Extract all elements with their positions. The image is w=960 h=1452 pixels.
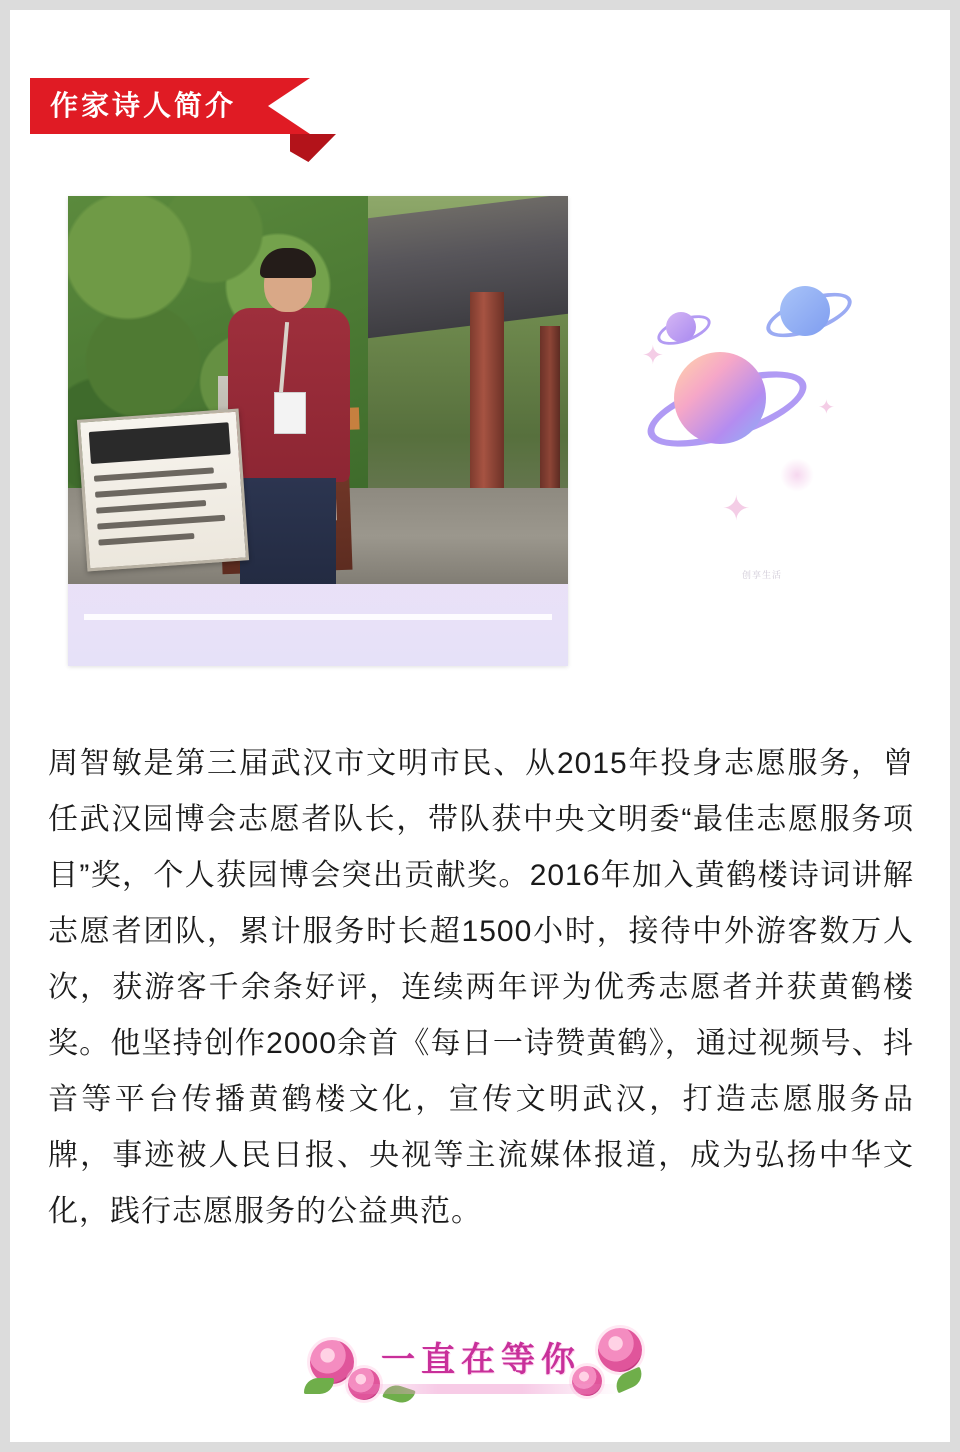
sparkle-icon: ✦ — [642, 340, 664, 370]
decoration-watermark: 创享生活 — [742, 570, 783, 580]
planet-small-icon — [780, 286, 830, 336]
planet-tiny-icon — [666, 312, 696, 342]
volunteer-photo — [68, 196, 568, 584]
photo-roof — [368, 196, 568, 338]
footer-wave — [340, 1384, 620, 1394]
sparkle-icon: ✦ — [818, 397, 835, 419]
ribbon-title: 作家诗人简介 — [50, 90, 237, 121]
planet-decoration — [630, 280, 860, 600]
planet-large-icon — [674, 352, 766, 444]
footer-title: 一直在等你 — [381, 1341, 581, 1379]
photo-card-strip — [84, 614, 552, 620]
photo-sign-line — [98, 533, 194, 546]
photo-id-badge — [274, 392, 306, 434]
photo-sign-line — [97, 515, 225, 530]
footer-art — [300, 1310, 660, 1414]
ribbon-tail-shape — [290, 134, 336, 162]
photo-sign-line — [96, 500, 206, 514]
photo-card — [68, 196, 568, 666]
sparkle-glow — [780, 458, 814, 492]
leaf-icon — [304, 1378, 334, 1394]
photo-sign-line — [94, 467, 214, 481]
photo-sign-line — [95, 483, 227, 498]
photo-sign-board — [77, 409, 249, 572]
article-paragraph: 周智敏是第三届武汉市文明市民、从2015年投身志愿服务，曾任武汉园博会志愿者队长，带队获中央文明委“最佳志愿服务项目”奖，个人获园博会突出贡献奖。2016年加入黄鹤楼诗词讲解志愿者团队，累计服务时长超1500小时，接待中外游客数万人次，获游客千余条好评，连续两年评为优秀志愿者并获黄鹤楼奖。他坚持创作2000余首《每日一诗赞黄鹤》，通过视频号、抖音等平台传播黄鹤楼文化，宣传文明武汉，打造志愿服务品牌，事迹被人民日报、央视等主流媒体报道，成为弘扬中华文化，践行志愿服务的公益典范。 — [48, 747, 914, 1228]
sparkle-icon: ✦ — [722, 490, 751, 528]
section-ribbon — [30, 78, 330, 150]
photo-person-legs — [240, 478, 336, 584]
document-page — [10, 10, 950, 1442]
photo-sign-title-bar — [89, 422, 231, 464]
